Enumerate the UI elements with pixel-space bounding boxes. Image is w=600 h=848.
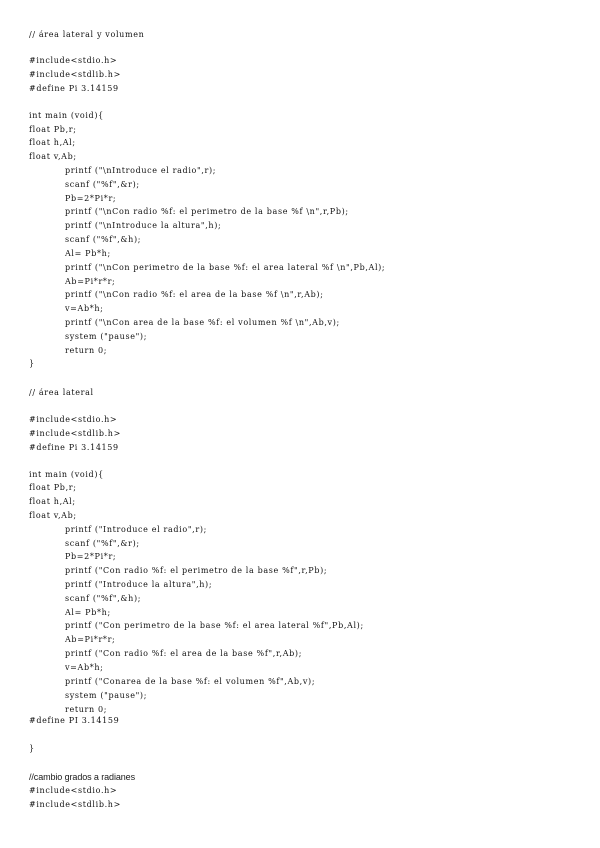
code-line: return 0; xyxy=(65,346,108,355)
code-line: printf ("\nCon area de la base %f: el volumen %f \n",Ab,v); xyxy=(65,318,340,327)
code-line: Pb=2*Pi*r; xyxy=(65,194,117,203)
code-line: printf ("Introduce el radio",r); xyxy=(65,525,207,534)
code-line: Al= Pb*h; xyxy=(65,249,111,258)
code-line: int main (void){ xyxy=(29,470,104,479)
code-line: #define PI 3.14159 xyxy=(29,716,120,725)
code-line: system ("pause"); xyxy=(65,691,148,700)
code-line: return 0; xyxy=(65,705,108,714)
code-line: float Pb,r; xyxy=(29,483,77,492)
code-line: v=Ab*h; xyxy=(65,663,104,672)
code-line: #include<stdio.h> xyxy=(29,56,118,65)
code-line: printf ("Conarea de la base %f: el volumen %f",Ab,v); xyxy=(65,677,316,686)
code-line: printf ("\nIntroduce la altura",h); xyxy=(65,221,222,230)
code-line: #define Pi 3.14159 xyxy=(29,84,119,93)
code-line: printf ("Con radio %f: el area de la base %f",r,Ab); xyxy=(65,649,303,658)
code-line: printf ("Con perimetro de la base %f: el area lateral %f",Pb,Al); xyxy=(65,621,364,630)
code-line: #define Pi 3.14159 xyxy=(29,443,119,452)
code-line: printf ("Introduce la altura",h); xyxy=(65,580,213,589)
code-line: Pb=2*Pi*r; xyxy=(65,552,117,561)
code-line: Ab=Pi*r*r; xyxy=(65,635,116,644)
code-line: float v,Ab; xyxy=(29,511,77,520)
code-line: printf ("Con radio %f: el perimetro de la base %f",r,Pb); xyxy=(65,566,328,575)
code-line: printf ("\nCon perimetro de la base %f: el area lateral %f \n",Pb,Al); xyxy=(65,263,386,272)
code-line: scanf ("%f",&h); xyxy=(65,594,142,603)
code-line: v=Ab*h; xyxy=(65,304,104,313)
code-line: float v,Ab; xyxy=(29,152,77,161)
code-line: Ab=Pi*r*r; xyxy=(65,277,116,286)
code-line: #include<stdlib.h> xyxy=(29,70,121,79)
code-line: // área lateral y volumen xyxy=(29,30,145,39)
code-line: } xyxy=(29,744,35,753)
code-line: printf ("\nIntroduce el radio",r); xyxy=(65,166,217,175)
code-line: #include<stdlib.h> xyxy=(29,800,121,809)
code-line: } xyxy=(29,359,35,368)
code-line: printf ("\nCon radio %f: el perimetro de la base %f \n",r,Pb); xyxy=(65,207,349,216)
code-line: int main (void){ xyxy=(29,111,104,120)
code-line: #include<stdio.h> xyxy=(29,786,118,795)
code-line: Al= Pb*h; xyxy=(65,608,111,617)
code-line: #include<stdio.h> xyxy=(29,415,118,424)
comment-line: //cambio grados a radianes xyxy=(29,772,135,782)
code-line: float Pb,r; xyxy=(29,125,77,134)
code-line: float h,Al; xyxy=(29,497,76,506)
code-line: system ("pause"); xyxy=(65,332,148,341)
code-line: printf ("\nCon radio %f: el area de la base %f \n",r,Ab); xyxy=(65,290,324,299)
code-line: // área lateral xyxy=(29,388,94,397)
code-line: float h,Al; xyxy=(29,138,76,147)
code-line: scanf ("%f",&h); xyxy=(65,235,142,244)
code-line: scanf ("%f",&r); xyxy=(65,539,140,548)
code-line: #include<stdlib.h> xyxy=(29,429,121,438)
code-line: scanf ("%f",&r); xyxy=(65,180,140,189)
